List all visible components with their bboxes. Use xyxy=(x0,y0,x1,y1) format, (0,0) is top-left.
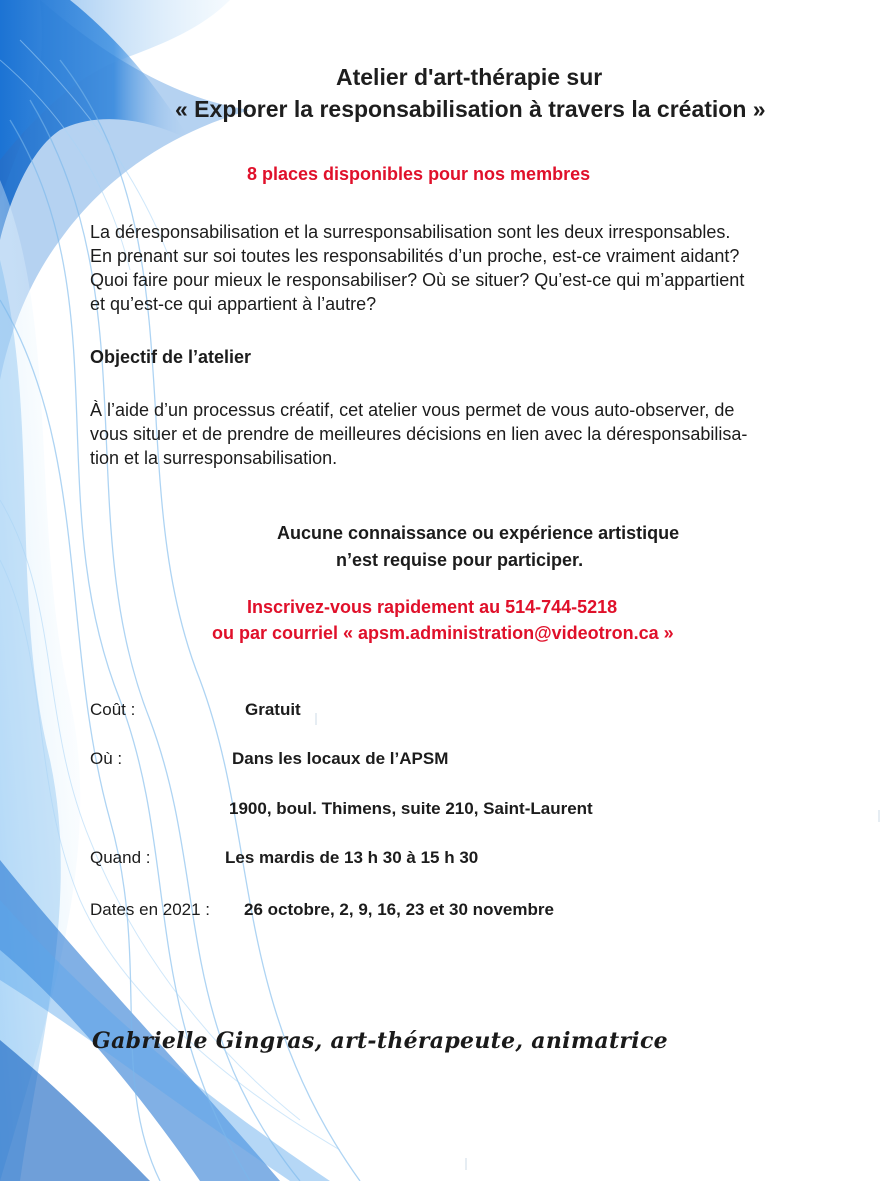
when-label: Quand : xyxy=(90,848,151,867)
intro-paragraph xyxy=(90,220,744,316)
objective-paragraph xyxy=(90,398,747,470)
register-phone: Inscrivez-vous rapidement au 514-744-5218 xyxy=(247,597,618,617)
intro-line: La déresponsabilisation et la surresponsabilisation sont les deux irresponsables. xyxy=(90,222,731,242)
notice-line1: Aucune connaissance ou expérience artistique xyxy=(277,523,680,543)
objective-line: À l’aide d’un processus créatif, cet atelier vous permet de vous auto-observer, de xyxy=(90,400,735,420)
when-value: Les mardis de 13 h 30 à 15 h 30 xyxy=(225,848,479,867)
address: 1900, boul. Thimens, suite 210, Saint-Laurent xyxy=(229,799,593,818)
signature: Gabrielle Gingras, art-thérapeute, animatrice xyxy=(92,1028,668,1054)
objective-line: vous situer et de prendre de meilleures décisions en lien avec la déresponsabilisa- xyxy=(90,424,748,444)
intro-line: En prenant sur soi toutes les responsabilités d’un proche, est-ce vraiment aidant? xyxy=(90,246,740,266)
cost-value: Gratuit xyxy=(245,700,301,719)
dates-value: 26 octobre, 2, 9, 16, 23 et 30 novembre xyxy=(244,900,554,919)
notice-line2: n’est requise pour participer. xyxy=(336,550,584,570)
intro-line: et qu’est-ce qui appartient à l’autre? xyxy=(90,294,377,314)
intro-line: Quoi faire pour mieux le responsabiliser? Où se situer? Qu’est-ce qui m’appartient xyxy=(90,270,745,290)
objective-line: tion et la surresponsabilisation. xyxy=(90,448,338,468)
places-available: 8 places disponibles pour nos membres xyxy=(247,164,591,184)
where-value: Dans les locaux de l’APSM xyxy=(232,749,449,768)
register-email: ou par courriel « apsm.administration@videotron.ca » xyxy=(212,623,674,643)
page-title-line1: Atelier d'art-thérapie sur xyxy=(336,64,603,90)
objective-heading: Objectif de l’atelier xyxy=(90,347,252,367)
dates-label: Dates en 2021 : xyxy=(90,900,211,919)
where-label: Où : xyxy=(90,749,123,768)
cost-label: Coût : xyxy=(90,700,136,719)
page-title-line2: « Explorer la responsabilisation à travers la création » xyxy=(175,96,766,122)
